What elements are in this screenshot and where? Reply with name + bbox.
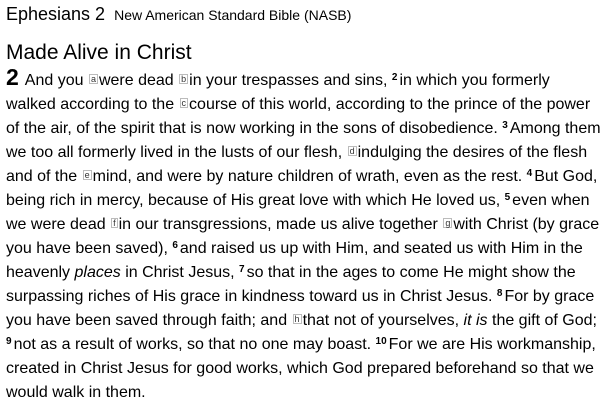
verse-text: And you	[24, 72, 88, 89]
verse-number: 4	[526, 168, 533, 179]
verse-text: in your trespasses and sins,	[189, 72, 392, 89]
verse-text: indulging the desires of the flesh and of the	[6, 144, 588, 185]
verse-text: and raised us up with Him, and seated us with Him in the heavenly	[6, 240, 583, 281]
verse-text: even when we were dead	[6, 192, 590, 233]
verse-text: in which you formerly walked according to the	[6, 72, 550, 113]
footnote-link[interactable]: d	[349, 146, 355, 156]
verse-number: 6	[172, 240, 178, 251]
verse-text: it is	[463, 312, 488, 329]
footnote-link[interactable]: e	[84, 170, 90, 180]
footnote-link[interactable]: g	[445, 218, 451, 228]
footnote-link[interactable]: c	[181, 98, 187, 108]
section-heading: Made Alive in Christ	[6, 41, 192, 64]
passage-header	[6, 4, 602, 34]
verse-text: were dead	[98, 72, 179, 89]
verse-text: the gift of God;	[487, 312, 597, 329]
passage-text	[6, 64, 602, 405]
verse-text: mind, and were by nature children of wrath, even as the rest.	[92, 168, 527, 185]
verse-text: Among them we too all formerly lived in the lusts of our flesh,	[6, 120, 601, 161]
verse-text: in Christ Jesus,	[120, 264, 240, 281]
verse-text: For we are His workmanship, created in Christ Jesus for good works, which God prepared beforehand so that we would walk in them.	[6, 336, 596, 401]
footnote-link[interactable]: b	[181, 74, 187, 84]
verse-number: 2	[391, 72, 398, 83]
verse-text: with Christ (by grace you have been saved),	[6, 216, 600, 257]
verse-number: 10	[375, 336, 387, 347]
verse-number: 9	[6, 336, 12, 347]
bible-version: New American Standard Bible (NASB)	[114, 7, 352, 23]
passage-reference: Ephesians 2	[6, 4, 106, 24]
verse-number: 3	[502, 120, 508, 131]
verse-number: 8	[496, 288, 503, 299]
verse-text: in our transgressions, made us alive together	[118, 216, 443, 233]
verse-text: For by grace you have been saved through faith; and	[6, 288, 595, 329]
verse-text: course of this world, according to the prince of the power of the air, of the spirit that is now working in the sons of disobedience.	[6, 96, 591, 137]
chapter-number: 2	[6, 64, 19, 90]
footnote-link[interactable]: h	[294, 314, 300, 324]
verse-text: so that in the ages to come He might show the surpassing riches of His grace in kindness toward us in Christ Jesus.	[6, 264, 576, 305]
footnote-link[interactable]: f	[113, 218, 116, 228]
verse-text: that not of yourselves,	[302, 312, 464, 329]
verse-number: 7	[239, 264, 245, 275]
verse-text: places	[74, 264, 121, 281]
footnote-link[interactable]: a	[90, 74, 96, 84]
verse-text: But God, being rich in mercy, because of His great love with which He loved us,	[6, 168, 598, 209]
verse-number: 5	[504, 192, 511, 203]
verse-text: not as a result of works, so that no one may boast.	[13, 336, 376, 353]
